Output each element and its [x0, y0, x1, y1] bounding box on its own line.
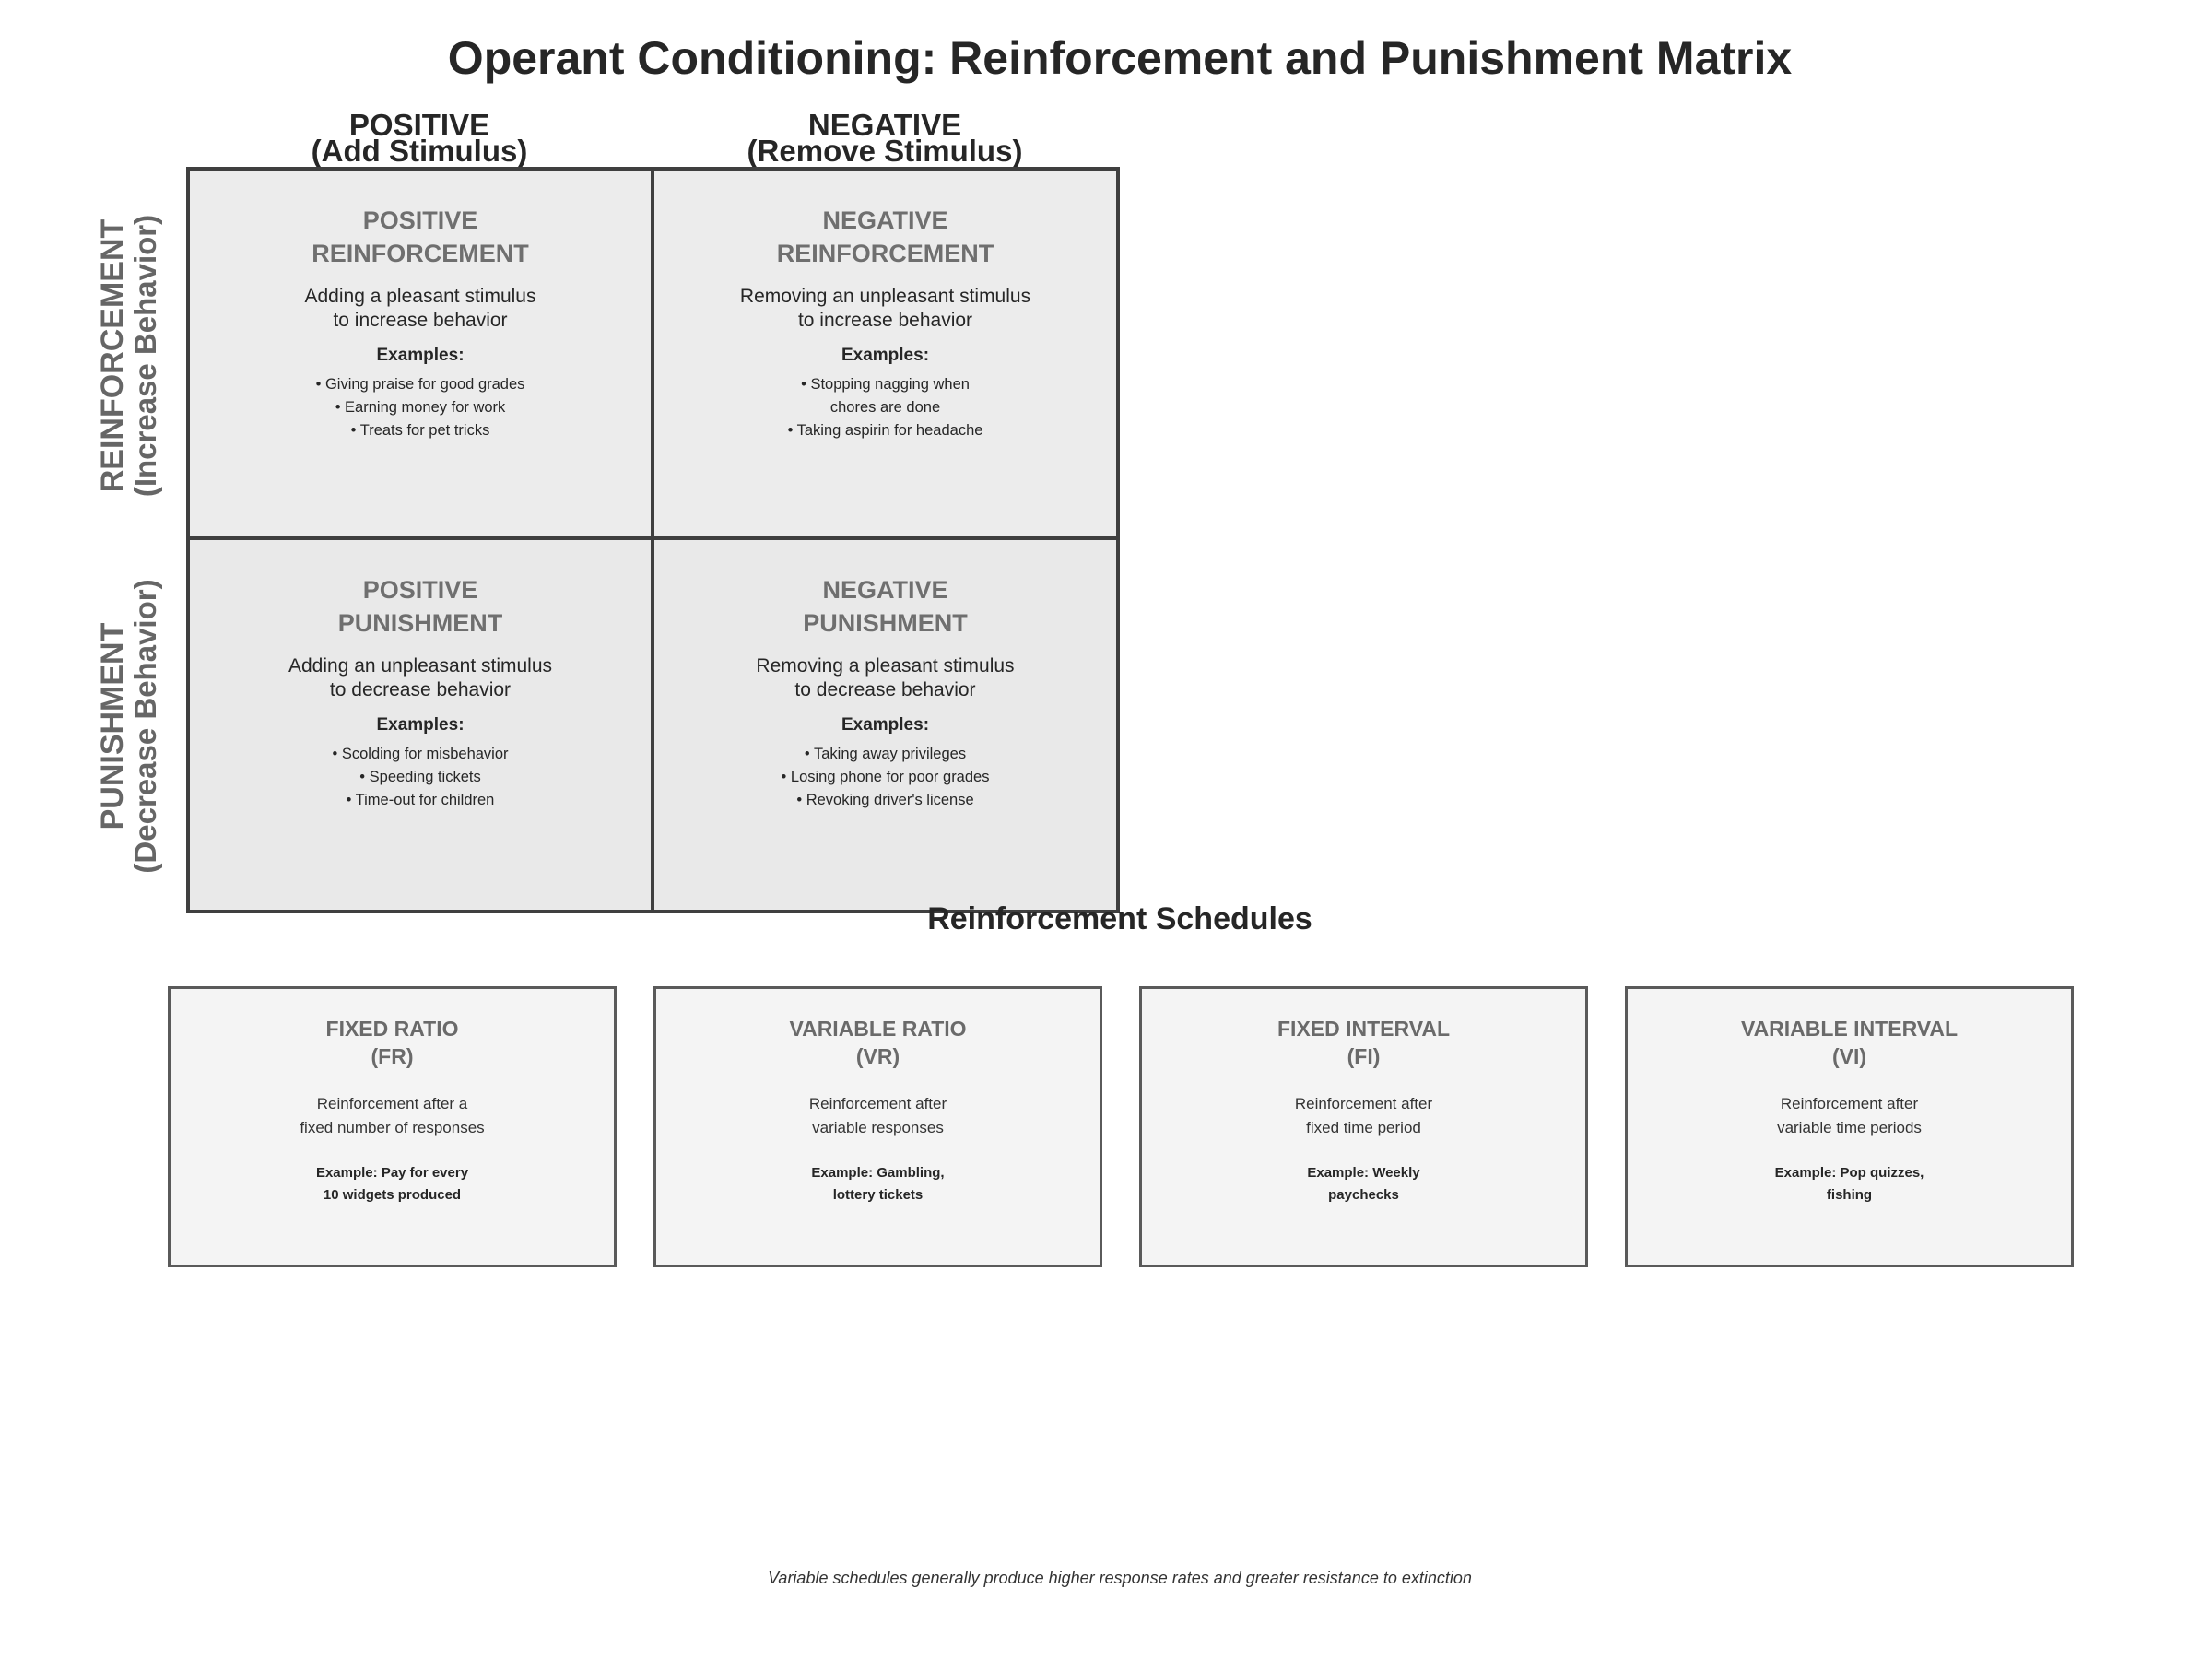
schedule-name-line: FIXED RATIO — [325, 1017, 459, 1041]
examples-list — [654, 743, 1116, 812]
schedule-example-line: Example: Pay for every — [315, 1165, 469, 1181]
examples-list — [190, 373, 651, 442]
example-item: • Losing phone for poor grades — [781, 769, 990, 785]
cell-definition-line: to increase behavior — [333, 310, 508, 331]
cell-definition — [654, 654, 1116, 702]
schedule-card-fixed-interval — [1139, 986, 1588, 1267]
schedule-card-variable-ratio — [653, 986, 1102, 1267]
column-header-sublabel: (Remove Stimulus) — [747, 134, 1023, 168]
schedule-definition-line: Reinforcement after a — [316, 1095, 468, 1112]
example-item: • Revoking driver's license — [796, 792, 974, 808]
schedule-card-fixed-ratio — [168, 986, 617, 1267]
footnote: Variable schedules generally produce higher response rates and greater resistance to extinction — [768, 1569, 1472, 1587]
schedule-name-line: VARIABLE INTERVAL — [1740, 1017, 1959, 1041]
column-header-negative — [654, 108, 1115, 168]
schedule-example-line: 10 widgets produced — [323, 1187, 462, 1203]
cell-definition — [190, 285, 651, 333]
example-item: • Giving praise for good grades — [315, 376, 525, 393]
cell-definition-line: to increase behavior — [797, 310, 973, 331]
cell-definition — [190, 654, 651, 702]
schedule-definition — [1628, 1092, 2071, 1140]
cell-definition — [654, 285, 1116, 333]
row-header-label: PUNISHMENT — [95, 622, 130, 830]
example-item: • Taking away privileges — [804, 746, 967, 762]
column-header-label: NEGATIVE — [807, 108, 962, 142]
schedule-abbreviation: (VR) — [855, 1044, 900, 1068]
cell-definition-line: Removing a pleasant stimulus — [756, 655, 1015, 677]
cell-title — [190, 204, 651, 270]
schedule-example-line: lottery tickets — [832, 1187, 924, 1203]
cell-definition-line: to decrease behavior — [794, 679, 976, 700]
cell-title-line: PUNISHMENT — [803, 609, 968, 637]
row-header-reinforcement — [74, 171, 184, 541]
schedule-card-variable-interval — [1625, 986, 2074, 1267]
schedule-example-line: Example: Gambling, — [811, 1165, 945, 1181]
cell-definition-line: Removing an unpleasant stimulus — [739, 286, 1031, 307]
cell-title-line: PUNISHMENT — [337, 609, 503, 637]
schedule-definition — [171, 1092, 614, 1140]
cell-definition-line: Adding an unpleasant stimulus — [288, 655, 553, 677]
schedule-example-line: Example: Pop quizzes, — [1774, 1165, 1924, 1181]
cell-title-line: NEGATIVE — [822, 206, 948, 234]
row-header-sublabel: (Decrease Behavior) — [128, 579, 162, 874]
row-header-sublabel: (Increase Behavior) — [128, 214, 162, 498]
example-item: • Time-out for children — [346, 792, 495, 808]
schedule-abbreviation: (FI) — [1347, 1044, 1381, 1068]
cell-definition-line: to decrease behavior — [329, 679, 512, 700]
cell-title-line: POSITIVE — [362, 576, 478, 604]
schedule-abbreviation: (FR) — [371, 1044, 414, 1068]
example-item: chores are done — [830, 399, 941, 416]
schedule-example-line: paychecks — [1328, 1187, 1399, 1203]
cell-title — [654, 204, 1116, 270]
cell-title-line: REINFORCEMENT — [776, 240, 994, 267]
schedule-definition — [1142, 1092, 1585, 1140]
row-header-label: REINFORCEMENT — [95, 218, 130, 493]
schedule-abbreviation: (VI) — [1831, 1044, 1867, 1068]
schedule-example — [1628, 1162, 2071, 1206]
examples-label: Examples: — [841, 715, 930, 735]
schedule-definition-line: Reinforcement after — [1780, 1095, 1919, 1112]
cell-positive-punishment — [190, 540, 654, 910]
column-header-label: POSITIVE — [348, 108, 490, 142]
schedule-definition-line: fixed number of responses — [300, 1119, 485, 1136]
schedule-definition-line: variable time periods — [1777, 1119, 1922, 1136]
example-item: • Stopping nagging when — [801, 376, 970, 393]
schedule-example-line: fishing — [1826, 1187, 1873, 1203]
example-item: • Speeding tickets — [359, 769, 481, 785]
cell-title-line: REINFORCEMENT — [312, 240, 529, 267]
cell-negative-reinforcement — [654, 171, 1116, 540]
conditioning-matrix — [186, 167, 1120, 913]
schedule-name — [171, 1015, 614, 1070]
schedules-title: Reinforcement Schedules — [927, 901, 1312, 936]
schedule-name — [1142, 1015, 1585, 1070]
example-item: • Earning money for work — [335, 399, 506, 416]
schedule-example — [171, 1162, 614, 1206]
schedule-definition — [656, 1092, 1100, 1140]
examples-list — [190, 743, 651, 812]
examples-label: Examples: — [376, 715, 465, 735]
schedule-name — [1628, 1015, 2071, 1070]
schedule-example — [656, 1162, 1100, 1206]
schedule-definition-line: variable responses — [812, 1119, 944, 1136]
column-header-positive — [189, 108, 650, 168]
cell-title-line: POSITIVE — [362, 206, 478, 234]
schedule-name — [656, 1015, 1100, 1070]
cell-title — [654, 573, 1116, 640]
row-header-punishment — [74, 541, 184, 912]
schedule-name-line: VARIABLE RATIO — [789, 1017, 967, 1041]
schedule-example-line: Example: Weekly — [1307, 1165, 1420, 1181]
example-item: • Scolding for misbehavior — [332, 746, 509, 762]
examples-list — [654, 373, 1116, 442]
schedule-definition-line: Reinforcement after — [808, 1095, 947, 1112]
examples-label: Examples: — [841, 346, 930, 365]
cell-negative-punishment — [654, 540, 1116, 910]
schedule-example — [1142, 1162, 1585, 1206]
example-item: • Treats for pet tricks — [350, 422, 490, 439]
example-item: • Taking aspirin for headache — [787, 422, 983, 439]
cell-definition-line: Adding a pleasant stimulus — [304, 286, 536, 307]
column-header-sublabel: (Add Stimulus) — [311, 134, 528, 168]
cell-positive-reinforcement — [190, 171, 654, 540]
cell-title-line: NEGATIVE — [822, 576, 948, 604]
schedule-definition-line: fixed time period — [1306, 1119, 1421, 1136]
cell-title — [190, 573, 651, 640]
examples-label: Examples: — [376, 346, 465, 365]
diagram-title: Operant Conditioning: Reinforcement and Punishment Matrix — [447, 32, 1793, 84]
schedule-definition-line: Reinforcement after — [1294, 1095, 1433, 1112]
schedule-name-line: FIXED INTERVAL — [1277, 1017, 1450, 1041]
